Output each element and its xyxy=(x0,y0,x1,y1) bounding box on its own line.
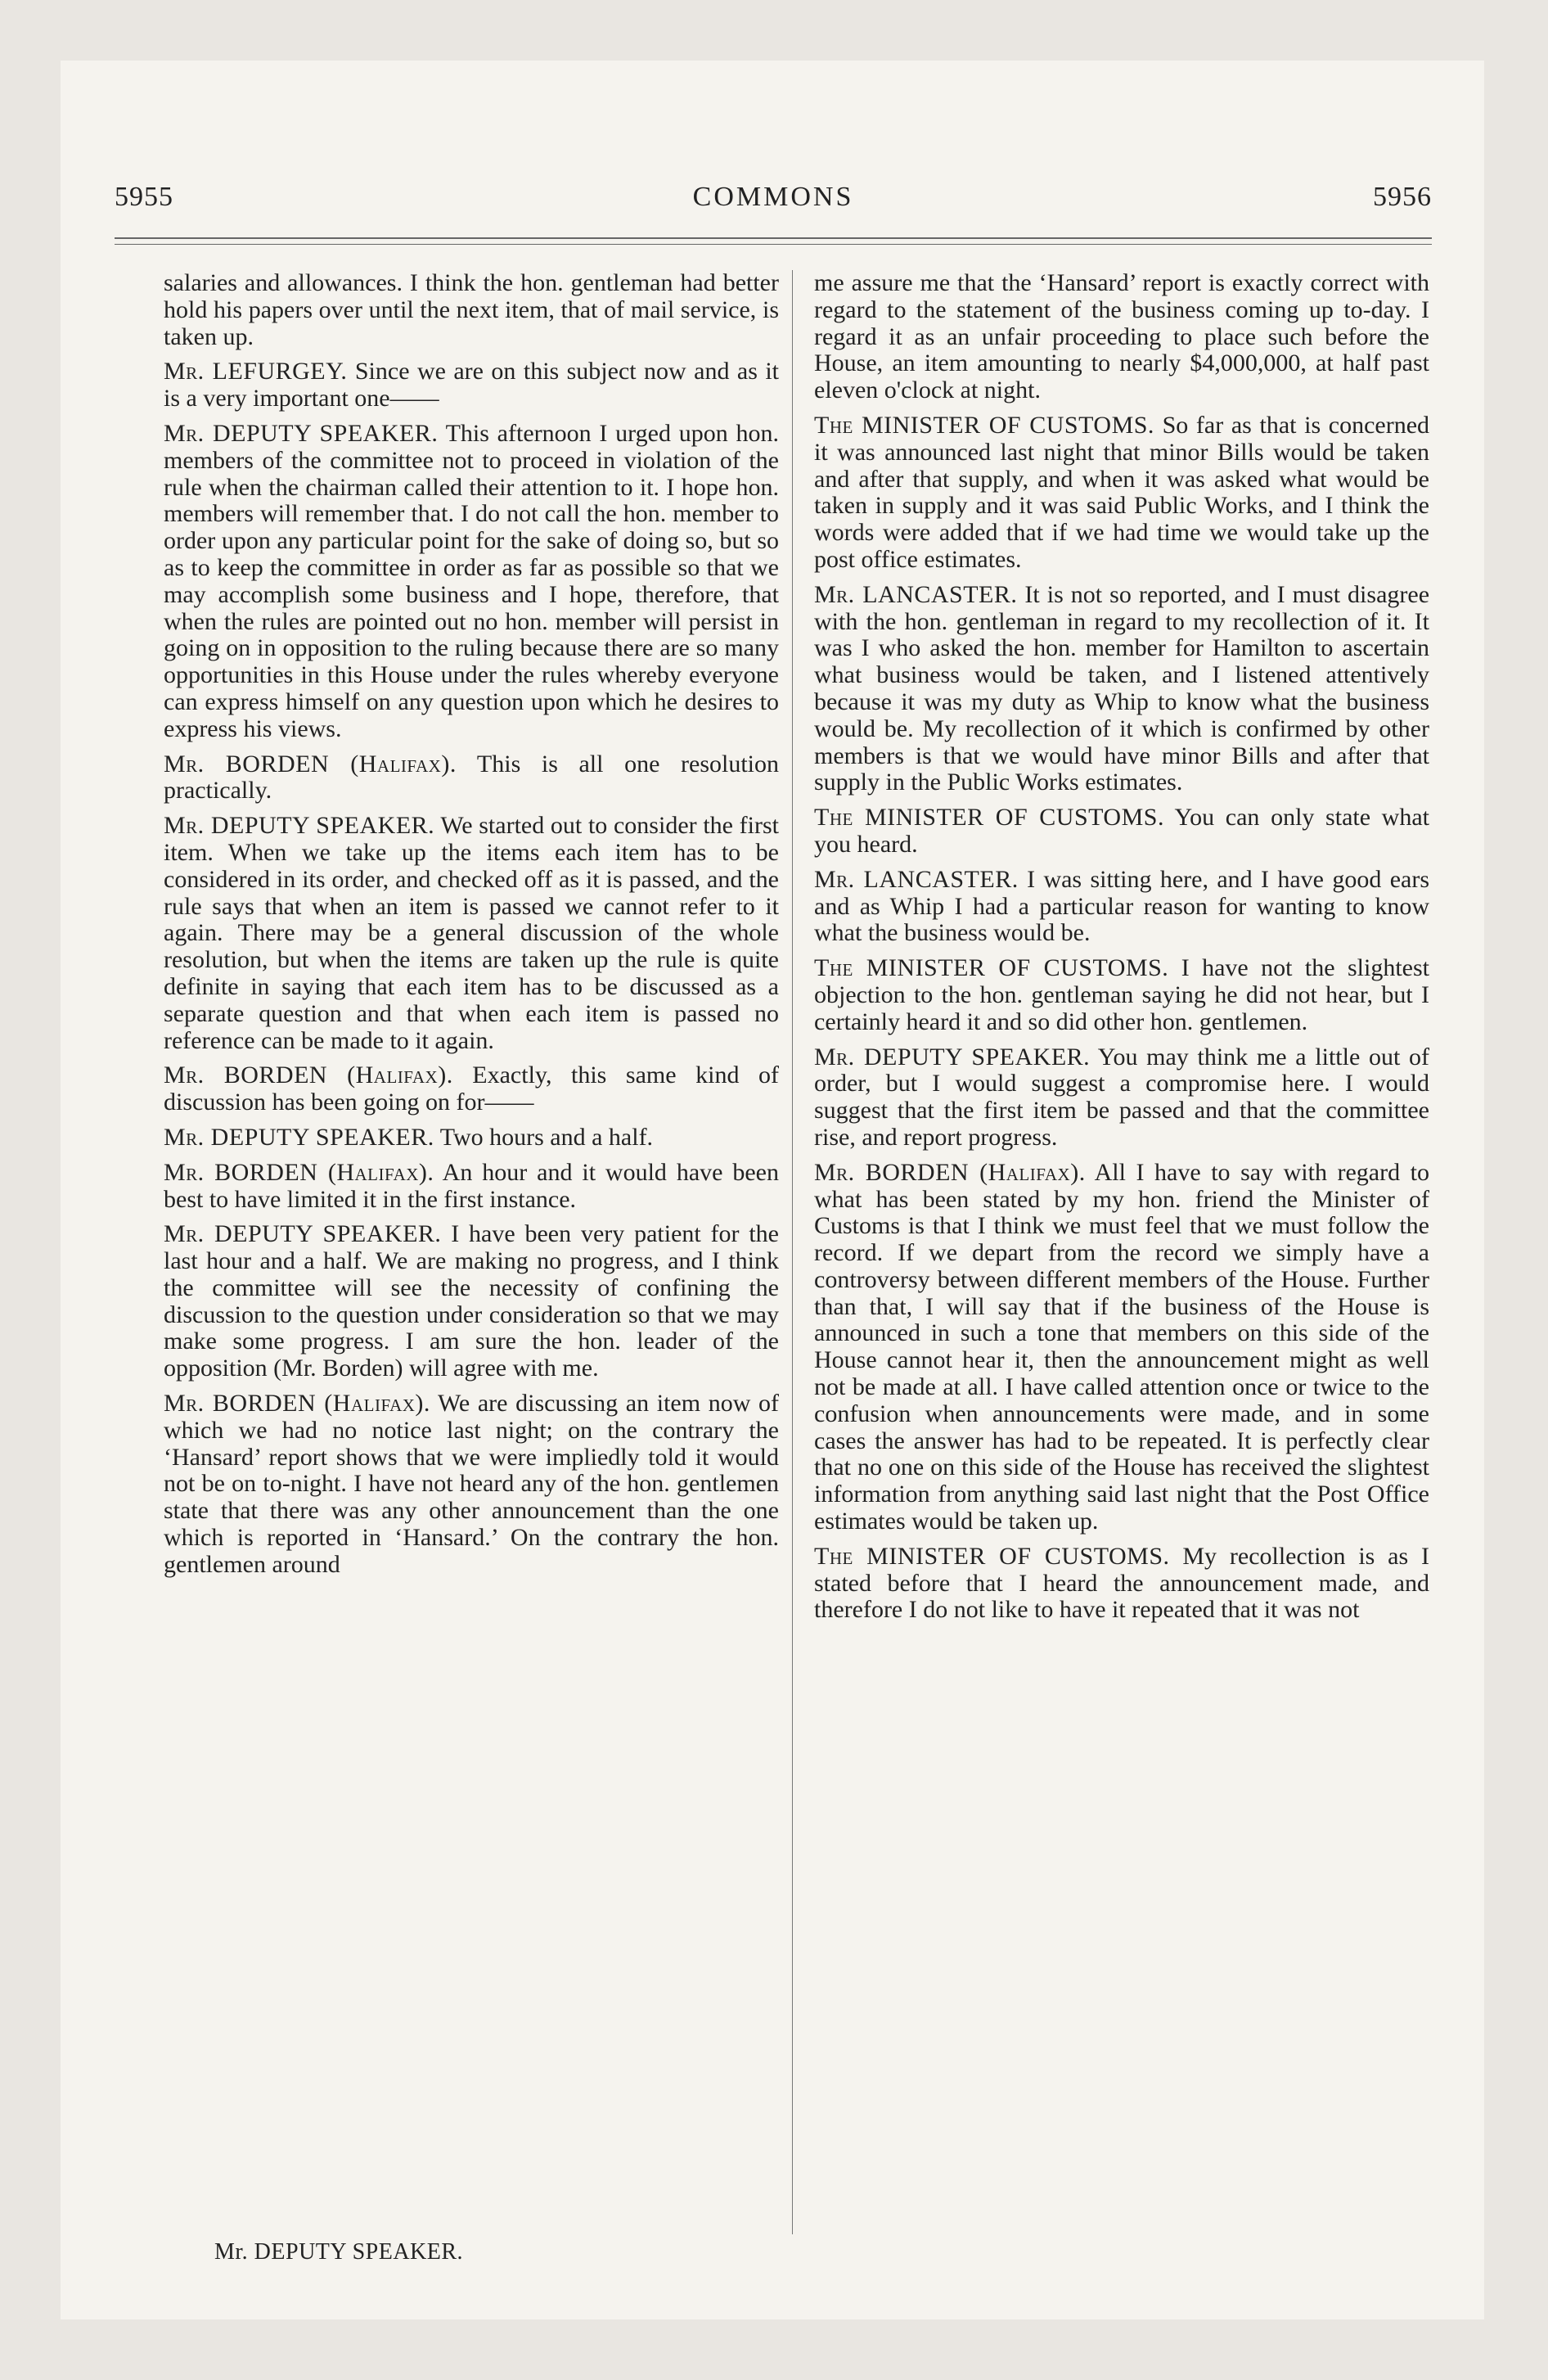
speaker-name: Mr. BORDEN (Halifax). xyxy=(164,1158,434,1186)
paragraph-text: We are discussing an item now of which we had no notice last night; on the contrary the ‘Hansard’ report shows that we were impliedly told it would not be on to-night. I have not heard any of the hon. gentlemen state that there was any other announcement than the one which is reported in ‘Hansard.’ On the contrary the hon. gentlemen around xyxy=(164,1390,779,1578)
paragraph-text: Since we are on this subject now and as it is a very important one—— xyxy=(164,358,779,412)
speaker-name: Mr. BORDEN (Halifax). xyxy=(164,750,457,778)
paragraph-text: Exactly, this same kind of discussion has been going on for—— xyxy=(164,1062,779,1116)
speaker-name: Mr. LEFURGEY. xyxy=(164,358,348,385)
speaker-name: Mr. DEPUTY SPEAKER. xyxy=(164,419,439,447)
paragraph xyxy=(164,1062,779,1116)
paragraph-text: This afternoon I urged upon hon. members of the committee not to proceed in violation of the rule when the chairman called their attention to it. I hope hon. members will remember that. I do not call the hon. member to order upon any particular point for the sake of doing so, but so as to keep the committee in order as far as possible so that we may accomplish some business and I hope, therefore, that when the rules are pointed out no hon. member will persist in going on in opposition to the ruling because there are so many opportunities in this House under the rules whereby everyone can express himself on any question upon which he desires to express his views. xyxy=(164,419,779,742)
paragraph-text: We started out to consider the first item. When we take up the items each item has to be considered in its order, and checked off as it is passed, and the rule says that when an item is passed we cannot refer to it again. There may be a general discussion of the whole resolution, but when the items are taken up the rule is quite definite in saying that each item has to be discussed as a separate question and that when each item is passed no reference can be made to it again. xyxy=(164,812,779,1054)
paragraph-text: I have not the slightest objection to the hon. gentleman saying he did not hear, but I certainly heard it and so did other hon. gentlemen. xyxy=(814,954,1429,1035)
speaker-name: Mr. DEPUTY SPEAKER. xyxy=(164,1123,434,1151)
page-title: COMMONS xyxy=(692,182,854,212)
paragraph xyxy=(164,751,779,805)
paragraph xyxy=(164,270,779,350)
paragraph-text: I was sitting here, and I have good ears and as Whip I had a particular reason for wanting to know what the business would be. xyxy=(814,865,1430,947)
speaker-name: Mr. DEPUTY SPEAKER. xyxy=(164,812,435,840)
paragraph-text: I have been very patient for the last hour and a half. We are making no progress, and I think the committee will see the necessity of confining the discussion to the question under consideration so that we may make some progress. I am sure the hon. leader of the opposition (Mr. Borden) will agree with me. xyxy=(164,1220,779,1382)
speaker-name: Mr. BORDEN (Halifax). xyxy=(164,1390,430,1418)
paragraph xyxy=(164,1125,779,1152)
paragraph xyxy=(814,805,1429,859)
speaker-name: The MINISTER OF CUSTOMS. xyxy=(814,954,1169,982)
paragraph xyxy=(164,421,779,743)
paragraph xyxy=(814,582,1429,796)
paragraph xyxy=(164,358,779,412)
paragraph-text: You can only state what you heard. xyxy=(814,804,1430,858)
paragraph-text: An hour and it would have been best to have limited it in the first instance. xyxy=(164,1158,780,1213)
paragraph xyxy=(814,1544,1429,1624)
paragraph-text: Two hours and a half. xyxy=(434,1123,654,1151)
paragraph xyxy=(164,1221,779,1382)
header-rule-thin xyxy=(115,244,1432,245)
paragraph xyxy=(814,867,1429,947)
page-number-left: 5955 xyxy=(115,182,173,212)
speaker-name: The MINISTER OF CUSTOMS. xyxy=(814,804,1164,832)
paragraph xyxy=(164,1160,779,1214)
header-rule xyxy=(115,237,1432,239)
paragraph-text: So far as that is concerned it was announced last night that minor Bills would be taken and after that supply, and when it was asked what would be taken in supply and it was said Public Works, and I think the words were added that if we had time we would take up the post office estimates. xyxy=(814,411,1430,573)
paragraph-text: me assure me that the ‘Hansard’ report is exactly correct with regard to the statement of the business coming up to-day. I regard it as an unfair proceeding to place such before the House, an item amounting to nearly $4,000,000, at half past eleven o'clock at night. xyxy=(814,269,1429,404)
page-header xyxy=(115,182,1432,214)
paragraph xyxy=(164,813,779,1054)
paragraph xyxy=(814,955,1429,1035)
paragraph xyxy=(814,270,1429,404)
left-column xyxy=(164,270,779,1587)
paragraph-text: All I have to say with regard to what has been stated by my hon. friend the Minister of Customs is that I think we must feel that we must follow the record. If we depart from the record we simply have a controversy between different members of the House. Further than that, I will say that if the business of the House is announced in such a tone that members on this side of the House cannot hear it, then the announcement might as well not be made at all. I have called attention once or twice to the confusion when announcements were made, and in some cases the answer has had to be repeated. It is perfectly clear that no one on this side of the House has received the slightest information from anything said last night that the Post Office estimates would be taken up. xyxy=(814,1158,1429,1535)
speaker-name: Mr. LANCASTER. xyxy=(814,580,1018,608)
paragraph xyxy=(814,412,1429,574)
paragraph-text: It is not so reported, and I must disagree with the hon. gentleman in regard to my recollection of it. It was I who asked the hon. member for Hamilton to ascertain what business would be taken, and I listened attentively because it was my duty as Whip to know what the business would be. My recollection of it which is confirmed by other members is that we would have minor Bills and after that supply in the Public Works estimates. xyxy=(814,580,1430,796)
speaker-name: Mr. BORDEN (Halifax). xyxy=(814,1158,1086,1186)
page-number-right: 5956 xyxy=(1373,182,1432,212)
speaker-name: Mr. DEPUTY SPEAKER. xyxy=(164,1220,442,1248)
paragraph xyxy=(164,1391,779,1579)
paragraph-text: You may think me a little out of order, but I would suggest a compromise here. I would suggest that the first item be passed and that the committee rise, and report progress. xyxy=(814,1043,1430,1151)
paragraph xyxy=(814,1160,1429,1535)
speaker-name: The MINISTER OF CUSTOMS. xyxy=(814,411,1154,439)
column-divider xyxy=(792,270,793,2234)
paragraph-text: salaries and allowances. I think the hon. gentleman had better hold his papers over until the next item, that of mail service, is taken up. xyxy=(164,269,779,350)
footer-catchword: Mr. DEPUTY SPEAKER. xyxy=(214,2239,464,2265)
speaker-name: Mr. LANCASTER. xyxy=(814,865,1019,893)
right-column xyxy=(814,270,1429,1632)
paragraph-text: My recollection is as I stated before that I heard the announcement made, and therefore I do not like to have it repeated that it was not xyxy=(814,1542,1429,1624)
paragraph-text: This is all one resolution practically. xyxy=(164,750,780,805)
paragraph xyxy=(814,1044,1429,1152)
speaker-name: Mr. DEPUTY SPEAKER. xyxy=(814,1043,1091,1071)
speaker-name: Mr. BORDEN (Halifax). xyxy=(164,1062,453,1089)
speaker-name: The MINISTER OF CUSTOMS. xyxy=(814,1542,1170,1570)
